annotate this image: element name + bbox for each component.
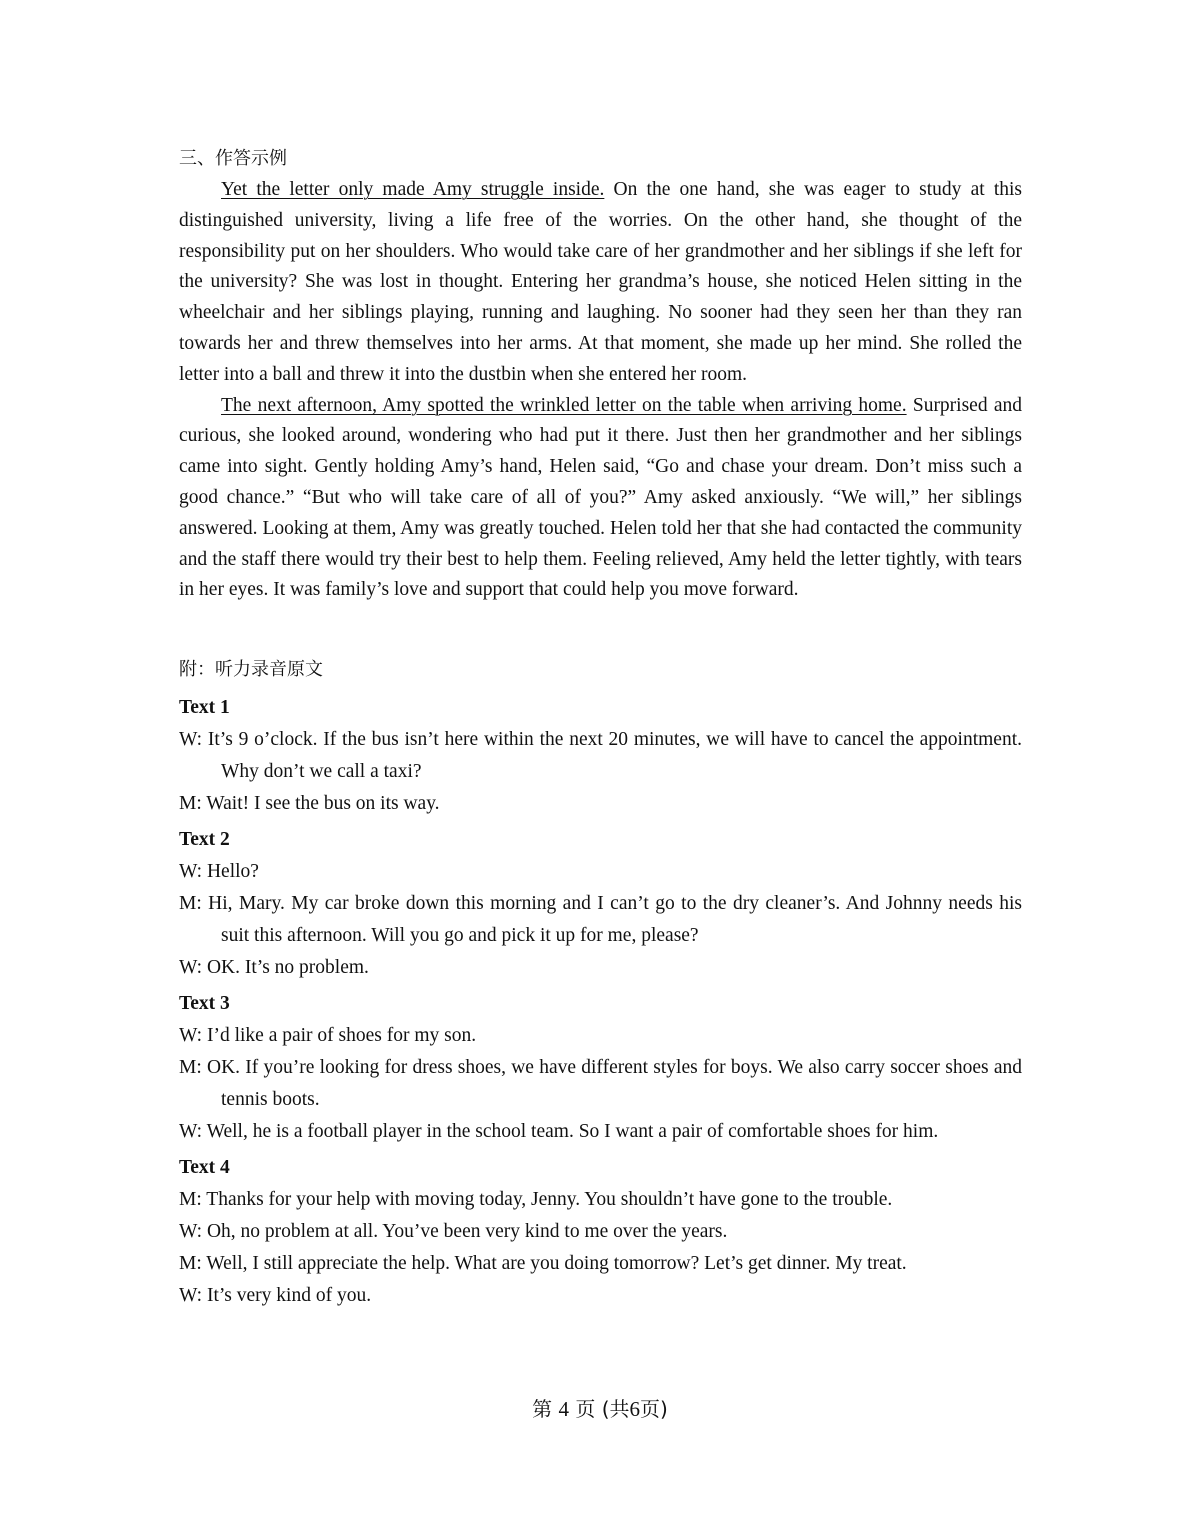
listening-text-4 bbox=[179, 1152, 1022, 1312]
page-number: 4 bbox=[558, 1397, 569, 1421]
essay-paragraph-2 bbox=[179, 391, 1022, 607]
dialogue-line: M: Well, I still appreciate the help. What are you doing tomorrow? Let’s get dinner. My treat. bbox=[179, 1253, 907, 1275]
text-title: Text 1 bbox=[179, 697, 230, 719]
dialogue-line: W: It’s 9 o’clock. If the bus isn’t here within the next 20 minutes, we will have to cancel the appointment. Why don’t we call a taxi? bbox=[179, 729, 1022, 783]
total-pages: 6 bbox=[629, 1397, 641, 1421]
appendix-heading: 附：听力录音原文 bbox=[179, 659, 323, 681]
paragraph-body: Surprised and curious, she looked around, wondering who had put it there. Just then her grandmother and her siblings came into sight. Gently holding Amy’s hand, Helen said, “Go and chase your dream. Don’t miss such a good chance.” “But who will take care of all of you?” Amy asked anxiously. “We will,” her siblings answered. Looking at them, Amy was greatly touched. Helen told her that she had contacted the community and the staff there would try their best to help them. Feeling relieved, Amy held the letter tightly, with tears in her eyes. It was family’s love and support that could help you move forward. bbox=[179, 394, 1022, 601]
footer-suffix: 页) bbox=[640, 1397, 668, 1421]
footer-middle: 页 (共 bbox=[575, 1397, 630, 1421]
paragraph-body: On the one hand, she was eager to study at this distinguished university, living a life free of the worries. On the other hand, she thought of the responsibility put on her shoulders. Who would take care of her grandmother and her siblings if she left for the university? She was lost in thought. Entering her grandma’s house, she noticed Helen sitting in the wheelchair and her siblings playing, running and laughing. No sooner had they seen her than they ran towards her and threw themselves into her arms. At that moment, she made up her mind. She rolled the letter into a ball and threw it into the dustbin when she entered her room. bbox=[179, 179, 1022, 385]
underlined-lead-sentence: Yet the letter only made Amy struggle inside. bbox=[221, 179, 605, 200]
dialogue-line: M: Thanks for your help with moving today, Jenny. You shouldn’t have gone to the trouble. bbox=[179, 1189, 893, 1211]
dialogue-line: W: It’s very kind of you. bbox=[179, 1285, 372, 1307]
underlined-lead-sentence: The next afternoon, Amy spotted the wrinkled letter on the table when arriving home. bbox=[221, 394, 907, 416]
section-heading: 三、作答示例 bbox=[179, 148, 287, 169]
listening-text-3 bbox=[179, 988, 1022, 1148]
dialogue-line: W: Well, he is a football player in the school team. So I want a pair of comfortable shoes for him. bbox=[179, 1121, 939, 1143]
dialogue-line: M: Hi, Mary. My car broke down this morning and I can’t go to the dry cleaner’s. And Johnny needs his suit this afternoon. Will you go and pick it up for me, please? bbox=[179, 893, 1022, 947]
dialogue-line: W: I’d like a pair of shoes for my son. bbox=[179, 1025, 477, 1047]
essay-paragraph-1 bbox=[179, 175, 1022, 391]
dialogue-line: W: OK. It’s no problem. bbox=[179, 957, 369, 979]
text-title: Text 4 bbox=[179, 1157, 230, 1179]
dialogue-line: M: OK. If you’re looking for dress shoes, we have different styles for boys. We also carry soccer shoes and tennis boots. bbox=[179, 1057, 1022, 1111]
page-footer bbox=[0, 1394, 1200, 1424]
page-content bbox=[179, 143, 1022, 1312]
text-title: Text 3 bbox=[179, 993, 230, 1015]
listening-text-2 bbox=[179, 824, 1022, 984]
section-gap bbox=[179, 606, 1022, 654]
footer-prefix: 第 bbox=[532, 1397, 553, 1421]
dialogue-line: M: Wait! I see the bus on its way. bbox=[179, 793, 440, 815]
dialogue-line: W: Hello? bbox=[179, 861, 259, 883]
text-title: Text 2 bbox=[179, 829, 230, 851]
listening-text-1 bbox=[179, 692, 1022, 820]
dialogue-line: W: Oh, no problem at all. You’ve been very kind to me over the years. bbox=[179, 1221, 728, 1243]
